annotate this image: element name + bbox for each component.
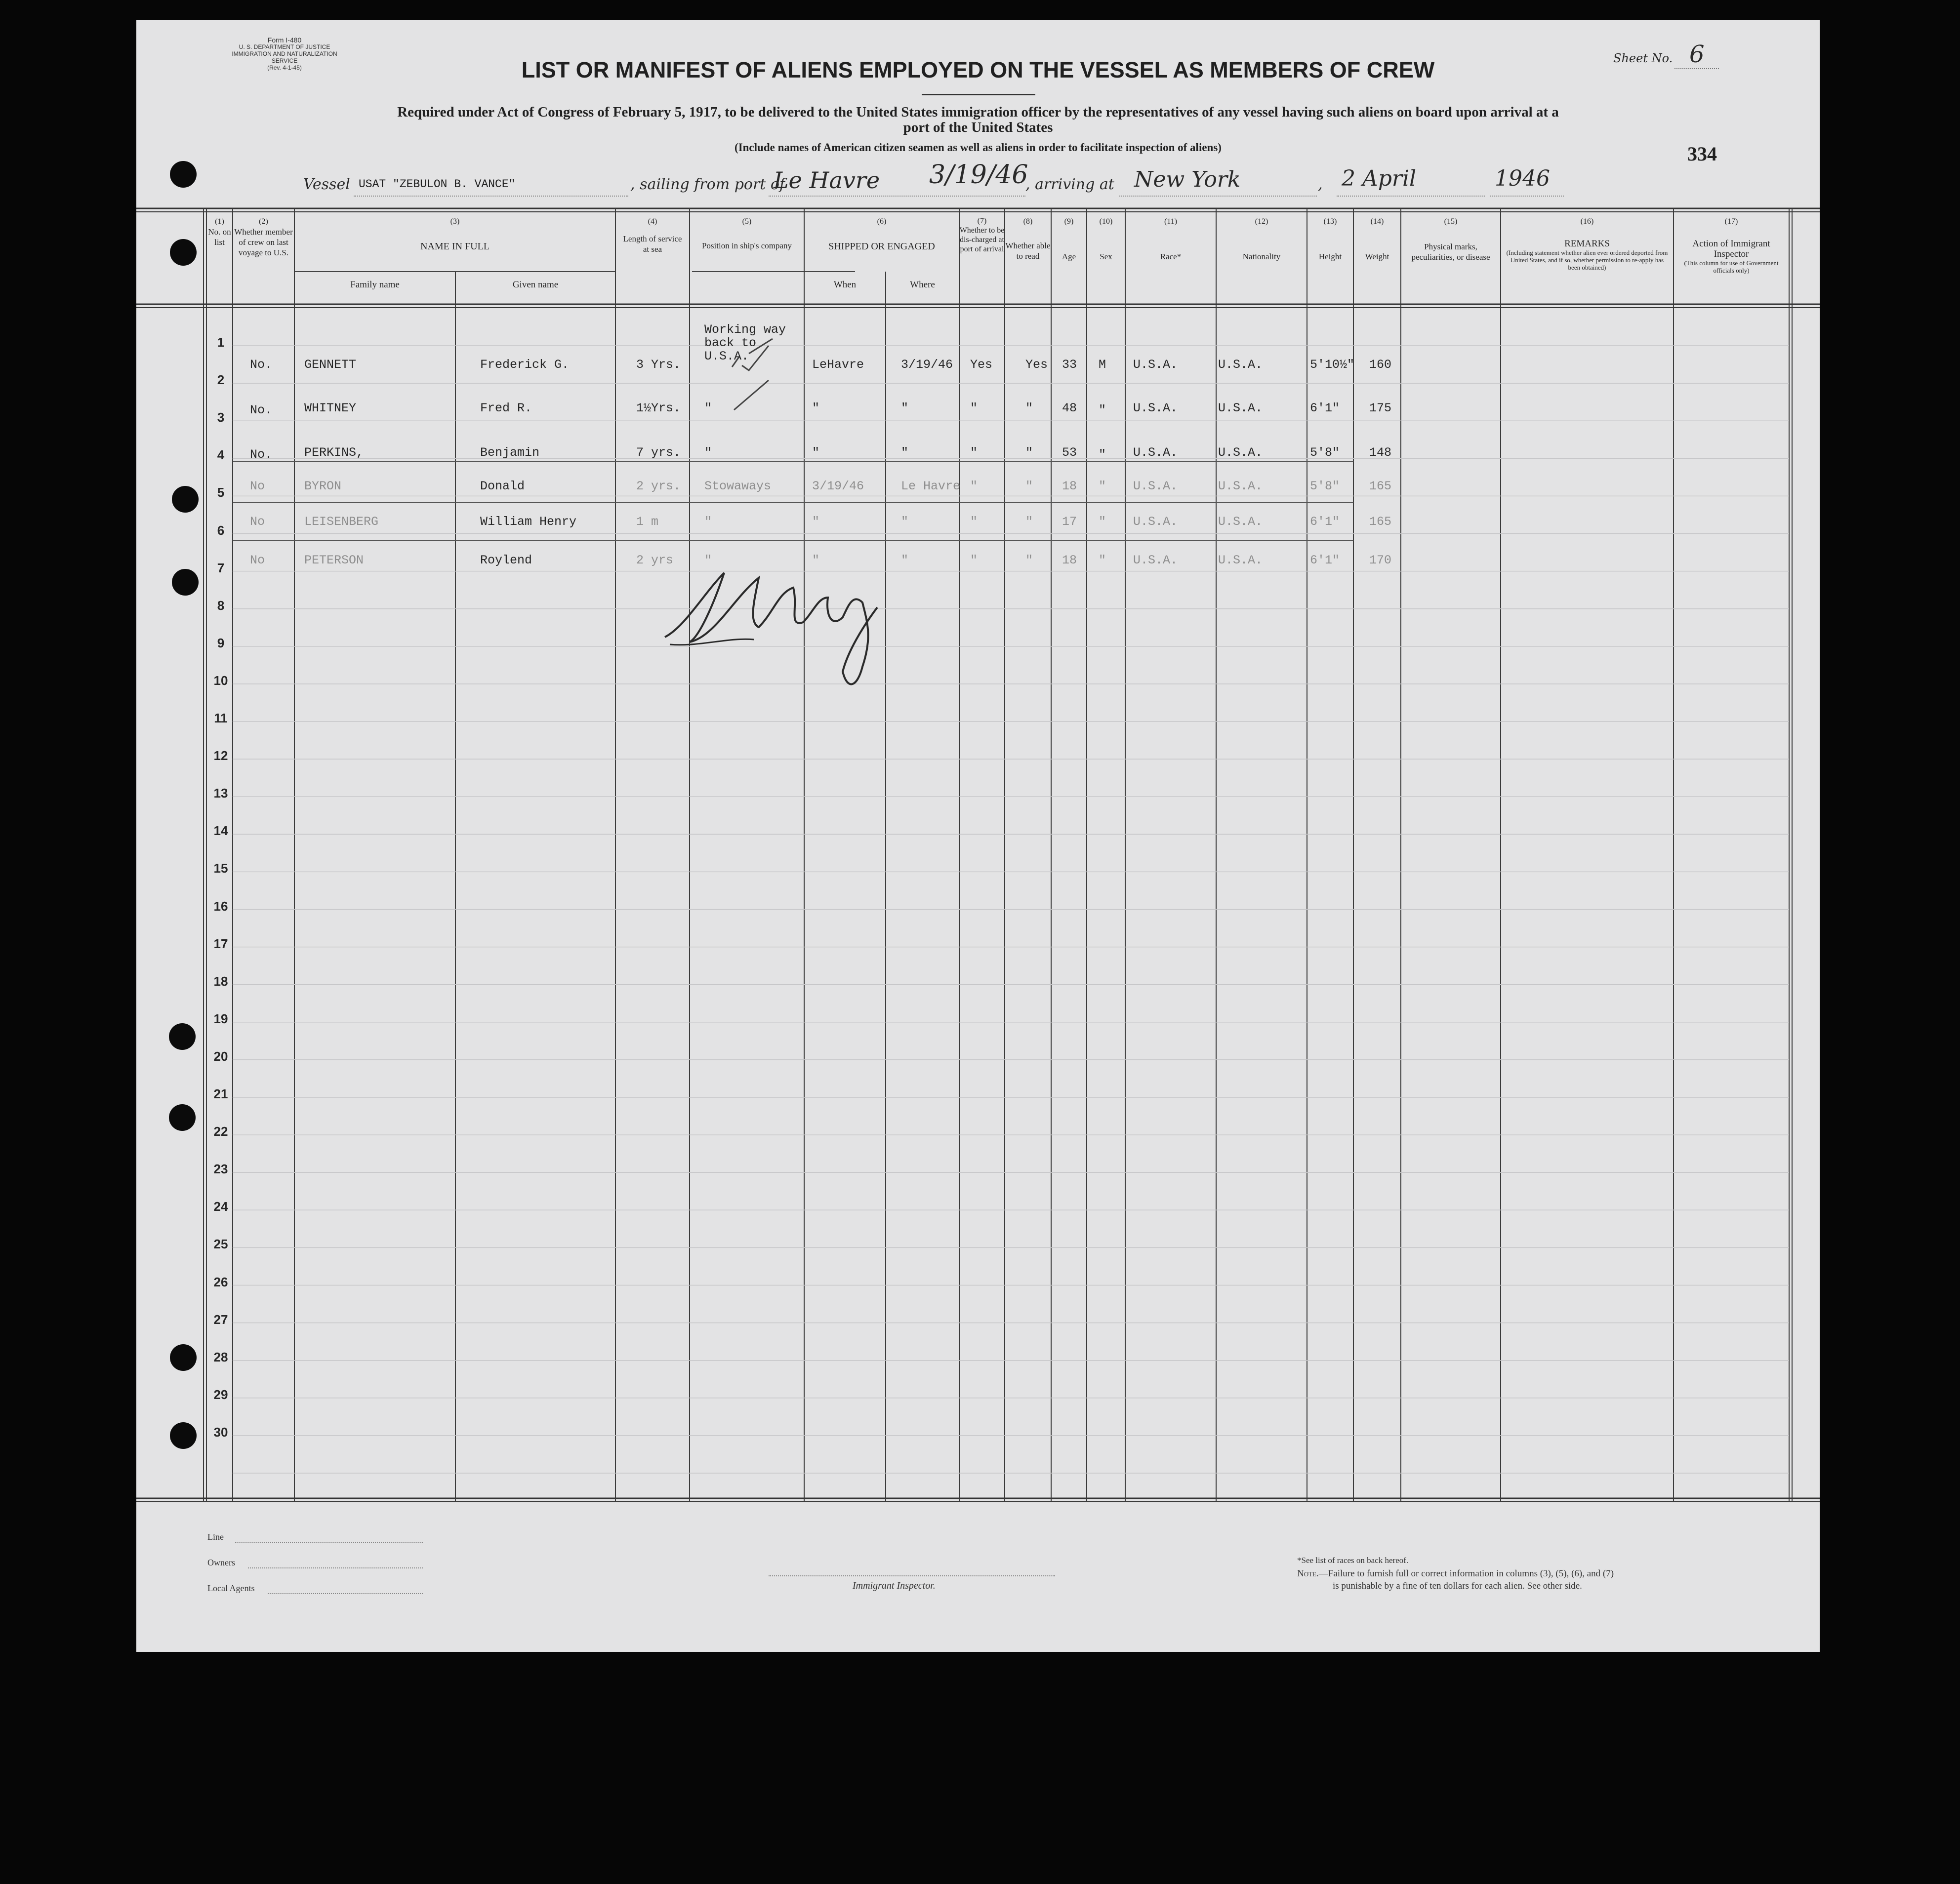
cell-given: William Henry — [480, 515, 577, 529]
footer-owners-label: Owners — [207, 1558, 235, 1567]
cell-position: " — [704, 515, 712, 529]
row-number: 3 — [217, 410, 225, 425]
cell-weight: 160 — [1369, 358, 1392, 372]
vessel-label: Vessel — [303, 176, 350, 193]
row-number: 4 — [217, 447, 225, 463]
inspector-signature — [655, 543, 1011, 694]
cell-weight: 148 — [1369, 445, 1392, 460]
row-number: 16 — [213, 898, 228, 914]
cell-when: " — [812, 401, 820, 415]
row-number: 23 — [213, 1162, 228, 1177]
page-number: 334 — [1687, 143, 1717, 165]
footer-races-note: *See list of races on back hereof. — [1297, 1556, 1409, 1565]
cell-discharged: " — [970, 401, 978, 415]
cell-age: 18 — [1062, 553, 1077, 567]
arrival-year: 1946 — [1495, 166, 1550, 191]
cell-where: " — [901, 401, 909, 415]
col-header-17: (17) Action of Immigrant Inspector (This column for use of Government officials only) — [1684, 217, 1779, 274]
cell-position: " — [704, 401, 712, 415]
row-number: 14 — [213, 823, 228, 839]
cell-weight: 175 — [1369, 401, 1392, 415]
cell-nationality: U.S.A. — [1218, 445, 1263, 460]
row-number: 6 — [217, 522, 225, 538]
cell-weight: 165 — [1369, 479, 1392, 493]
cell-given: Fred R. — [480, 401, 532, 415]
cell-given: Frederick G. — [480, 358, 570, 372]
cell-prev: No — [250, 553, 265, 567]
row-number: 19 — [213, 1011, 228, 1026]
page-title: LIST OR MANIFEST OF ALIENS EMPLOYED ON THE VESSEL AS MEMBERS OF CREW — [521, 57, 1435, 82]
vessel-name: USAT "ZEBULON B. VANCE" — [359, 178, 516, 191]
cell-service: 2 yrs — [636, 553, 674, 567]
cell-height: 5'10½" — [1310, 358, 1355, 372]
row-number: 25 — [213, 1237, 228, 1252]
row-number: 15 — [213, 861, 228, 876]
cell-given: Benjamin — [480, 445, 540, 460]
cell-family: WHITNEY — [304, 401, 357, 415]
cell-when: " — [812, 553, 820, 567]
cell-read: " — [1025, 479, 1033, 493]
cell-discharged: " — [970, 479, 978, 493]
col-header-2: (2) Whether member of crew on last voyage to U.S. — [234, 217, 293, 257]
departure-date: 3/19/46 — [929, 160, 1028, 190]
cell-service: 3 Yrs. — [636, 358, 681, 372]
cell-where: 3/19/46 — [901, 358, 953, 372]
cell-sex: " — [1099, 403, 1106, 417]
cell-height: 5'8" — [1310, 445, 1340, 460]
row-number: 11 — [214, 711, 228, 725]
cell-read: " — [1025, 445, 1033, 460]
col-header-6: (6) SHIPPED OR ENGAGED — [828, 217, 935, 252]
cell-age: 33 — [1062, 358, 1077, 372]
row-number: 10 — [213, 673, 228, 688]
cell-discharged: Yes — [970, 358, 993, 372]
cell-age: 53 — [1062, 445, 1077, 460]
cell-discharged: " — [970, 553, 978, 567]
row-number: 21 — [213, 1086, 228, 1101]
col-header-4: (4) Length of service at sea — [623, 217, 682, 254]
cell-race: U.S.A. — [1133, 479, 1178, 493]
col-header-8: (8) Whether able to read — [1005, 217, 1051, 261]
cell-read: " — [1025, 553, 1033, 567]
row-number: 2 — [217, 372, 225, 388]
cell-where: Le Havre — [901, 479, 961, 493]
cell-where: " — [901, 445, 909, 460]
col-header-13: (13) Height — [1318, 217, 1342, 261]
form-id: Form I-480 — [267, 36, 302, 44]
col-header-10: (10) Sex — [1099, 217, 1113, 261]
col-header-12: (12) Nationality — [1242, 217, 1281, 261]
cell-service: 1½Yrs. — [636, 401, 681, 415]
form-subtitle: Required under Act of Congress of February 5, 1917, to be delivered to the United States immigration officer by the representatives of any vessel having such aliens on board upon arrival at a port of the United States — [397, 104, 1559, 135]
departure-port: Le Havre — [774, 167, 880, 194]
cell-read: " — [1025, 515, 1033, 529]
cell-family: GENNETT — [304, 358, 357, 372]
arriving-label: , arriving at — [1025, 176, 1114, 193]
col-header-16: (16) REMARKS (Including statement whether alien ever ordered deported from United States, and if so, whether permission to re-apply has been obtained) — [1506, 217, 1668, 271]
cell-nationality: U.S.A. — [1218, 358, 1263, 372]
cell-sex: " — [1099, 479, 1106, 493]
row-number: 5 — [217, 485, 225, 500]
cell-nationality: U.S.A. — [1218, 515, 1263, 529]
cell-sex: " — [1099, 553, 1106, 567]
cell-race: U.S.A. — [1133, 358, 1178, 372]
row-number: 1 — [217, 335, 225, 350]
cell-height: 6'1" — [1310, 553, 1340, 567]
manifest-sheet: Form I-480 U. S. DEPARTMENT OF JUSTICE IMMIGRATION AND NATURALIZATION SERVICE (Rev. 4-1-45) Sheet No. 6 LIST OR MANIFEST OF ALIENS EMPLOYED ON THE VESSEL AS MEMBERS OF CREW Required under Act of Congress of February 5, 1917, to be delivered to the United States immigration officer by the representatives of any vessel having such aliens on board upon arrival at a port of the United States (Include names of American citizen seamen as well as aliens in order to facilitate inspection of aliens) 334 Vessel USAT "ZEBULON B. VANCE" , sailing from port of Le Havre 3/19/46 , arriving at New York , 2 April 1946 (1) No. on list (2) Whether member of crew on last voyage to U.S. (3) NAME IN FULL Family name Given name (4) Length of service at sea (5) Position in ship's company (6) SHIPPED OR ENGAGED When Where (7) Whether to be dis-charged at port of arrival (8) Whether able to read (9) Age (10) Sex (11) Race* (12) Nationality (13) Height (14) Weight (15) Physical marks, peculiarities, or disease (16) REMARKS (Including statement whether alien ever ordered deported from United States, and if so, whether permission to re-apply has been obtained) (17) Action of Immigrant Inspector (This column for use of Government officials only) 1 2 3 4 5 6 7 8 9 10 11 12 13 14 15 16 17 18 19 20 21 22 23 24 25 26 27 28 29 30 No. GENNETT Frederick G. 3 Yrs. Working way back to U.S.A. LeHavre 3/19/46 Yes Yes 33 M U.S.A. U.S.A. 5'10½" 160 No. WHITNEY Fred R. 1½Yrs. " " " " " 48 " U.S.A. U.S.A. 6'1" 175 No. PERKINS, Benjamin 7 yrs. " " " " " 53 " U.S.A. U.S.A. 5'8" 148 No BYRON Donald 2 yrs. Stowaways 3/19/46 Le Havre " " 18 " U.S.A. U.S.A. 5'8" 165 No LEISENBERG William Henry 1 m " " " " " 17 " U.S.A. U.S.A. 6'1" 165 No PETERSON Roylend 2 yrs " " " " " 18 " U.S.A. U.S.A. 6'1" 170 Line Owners Local Agents Immigrant Inspector. *See list of races on back hereof. Note.—Failure to furnish full or correct information in columns (3), (5), (6), and (7) is punishable by a fine of ten dollars for each alien. See other side. — [136, 20, 1820, 1652]
cell-position: " — [704, 553, 712, 567]
cell-age: 48 — [1062, 401, 1077, 415]
row-number: 20 — [213, 1048, 228, 1064]
row-number: 29 — [213, 1387, 228, 1402]
cell-read: " — [1025, 401, 1033, 415]
col-header-when: When — [833, 280, 857, 290]
cell-prev: No — [250, 515, 265, 529]
row-number: 13 — [213, 786, 228, 801]
cell-position: " — [704, 445, 712, 460]
cell-family: LEISENBERG — [304, 515, 379, 529]
sailing-label: , sailing from port of — [630, 176, 785, 193]
cell-family: PETERSON — [304, 553, 364, 567]
cell-discharged: " — [970, 515, 978, 529]
cell-given: Donald — [480, 479, 525, 493]
row-number: 22 — [213, 1124, 228, 1139]
footer-note: Note.—Failure to furnish full or correct information in columns (3), (5), (6), and (7) is punishable by a fine of ten dollars for each alien. See other side. — [1297, 1568, 1614, 1591]
footer-agents-label: Local Agents — [207, 1583, 255, 1593]
col-header-15: (15) Physical marks, peculiarities, or disease — [1411, 217, 1490, 262]
arrival-port: New York — [1134, 167, 1241, 192]
cell-when: 3/19/46 — [812, 479, 864, 493]
cell-read: Yes — [1025, 358, 1048, 372]
col-header-7: (7) Whether to be dis-charged at port of arrival — [959, 217, 1005, 253]
cell-family: BYRON — [304, 479, 342, 493]
cell-race: U.S.A. — [1133, 445, 1178, 460]
footer-line-label: Line — [207, 1532, 224, 1542]
cell-height: 5'8" — [1310, 479, 1340, 493]
cell-sex: M — [1099, 358, 1106, 372]
cell-given: Roylend — [480, 553, 532, 567]
cell-when: " — [812, 445, 820, 460]
row-number: 30 — [213, 1424, 228, 1440]
cell-where: " — [901, 515, 909, 529]
col-header-1: (1) No. on list — [208, 217, 231, 247]
cell-when: " — [812, 515, 820, 529]
row-number: 28 — [213, 1349, 228, 1364]
sheet-number: Sheet No. 6 — [1613, 40, 1742, 69]
cell-position: Working way back to U.S.A. — [704, 322, 786, 363]
cell-position: Stowaways — [704, 479, 772, 493]
cell-nationality: U.S.A. — [1218, 479, 1263, 493]
cell-height: 6'1" — [1310, 515, 1340, 529]
cell-sex: " — [1099, 515, 1106, 529]
row-number: 9 — [217, 635, 225, 650]
col-header-family: Family name — [350, 280, 400, 290]
row-number: 8 — [217, 598, 225, 613]
cell-age: 17 — [1062, 515, 1077, 529]
cell-service: 1 m — [636, 515, 659, 529]
col-header-given: Given name — [512, 280, 559, 290]
footer-inspector-label: Immigrant Inspector. — [853, 1580, 936, 1591]
cell-age: 18 — [1062, 479, 1077, 493]
col-header-9: (9) Age — [1062, 217, 1076, 261]
cell-sex: " — [1099, 447, 1106, 462]
col-header-3: (3) NAME IN FULL — [420, 217, 490, 252]
cell-nationality: U.S.A. — [1218, 553, 1263, 567]
signature-scribble — [655, 543, 1011, 691]
cell-height: 6'1" — [1310, 401, 1340, 415]
cell-race: U.S.A. — [1133, 515, 1178, 529]
cell-race: U.S.A. — [1133, 553, 1178, 567]
row-number: 27 — [213, 1312, 228, 1327]
cell-weight: 165 — [1369, 515, 1392, 529]
arrival-day: 2 April — [1342, 166, 1417, 191]
row-number: 7 — [217, 560, 225, 575]
row-number: 24 — [213, 1199, 228, 1214]
col-header-14: (14) Weight — [1365, 217, 1389, 261]
cell-service: 2 yrs. — [636, 479, 681, 493]
cell-where: " — [901, 553, 909, 567]
include-note: (Include names of American citizen seamen as well as aliens in order to facilitate inspection of aliens) — [735, 141, 1222, 154]
cell-when: LeHavre — [812, 358, 864, 372]
cell-discharged: " — [970, 445, 978, 460]
col-header-where: Where — [910, 280, 935, 290]
service: IMMIGRATION AND NATURALIZATION SERVICE — [232, 50, 337, 64]
col-header-11: (11) Race* — [1160, 217, 1182, 261]
cell-weight: 170 — [1369, 553, 1392, 567]
department: U. S. DEPARTMENT OF JUSTICE — [239, 43, 330, 50]
sheet-number-value: 6 — [1674, 40, 1719, 69]
cell-nationality: U.S.A. — [1218, 401, 1263, 415]
row-number: 12 — [213, 748, 228, 763]
cell-prev: No. — [250, 447, 273, 462]
row-number: 18 — [213, 973, 228, 989]
cell-prev: No. — [250, 358, 273, 372]
row-number: 26 — [213, 1274, 228, 1289]
cell-service: 7 yrs. — [636, 445, 681, 460]
cell-race: U.S.A. — [1133, 401, 1178, 415]
col-header-5: (5) Position in ship's company — [701, 217, 792, 250]
cell-prev: No — [250, 479, 265, 493]
revision: (Rev. 4-1-45) — [267, 64, 302, 71]
row-number: 17 — [213, 936, 228, 951]
cell-prev: No. — [250, 403, 273, 417]
cell-family: PERKINS, — [304, 445, 364, 460]
